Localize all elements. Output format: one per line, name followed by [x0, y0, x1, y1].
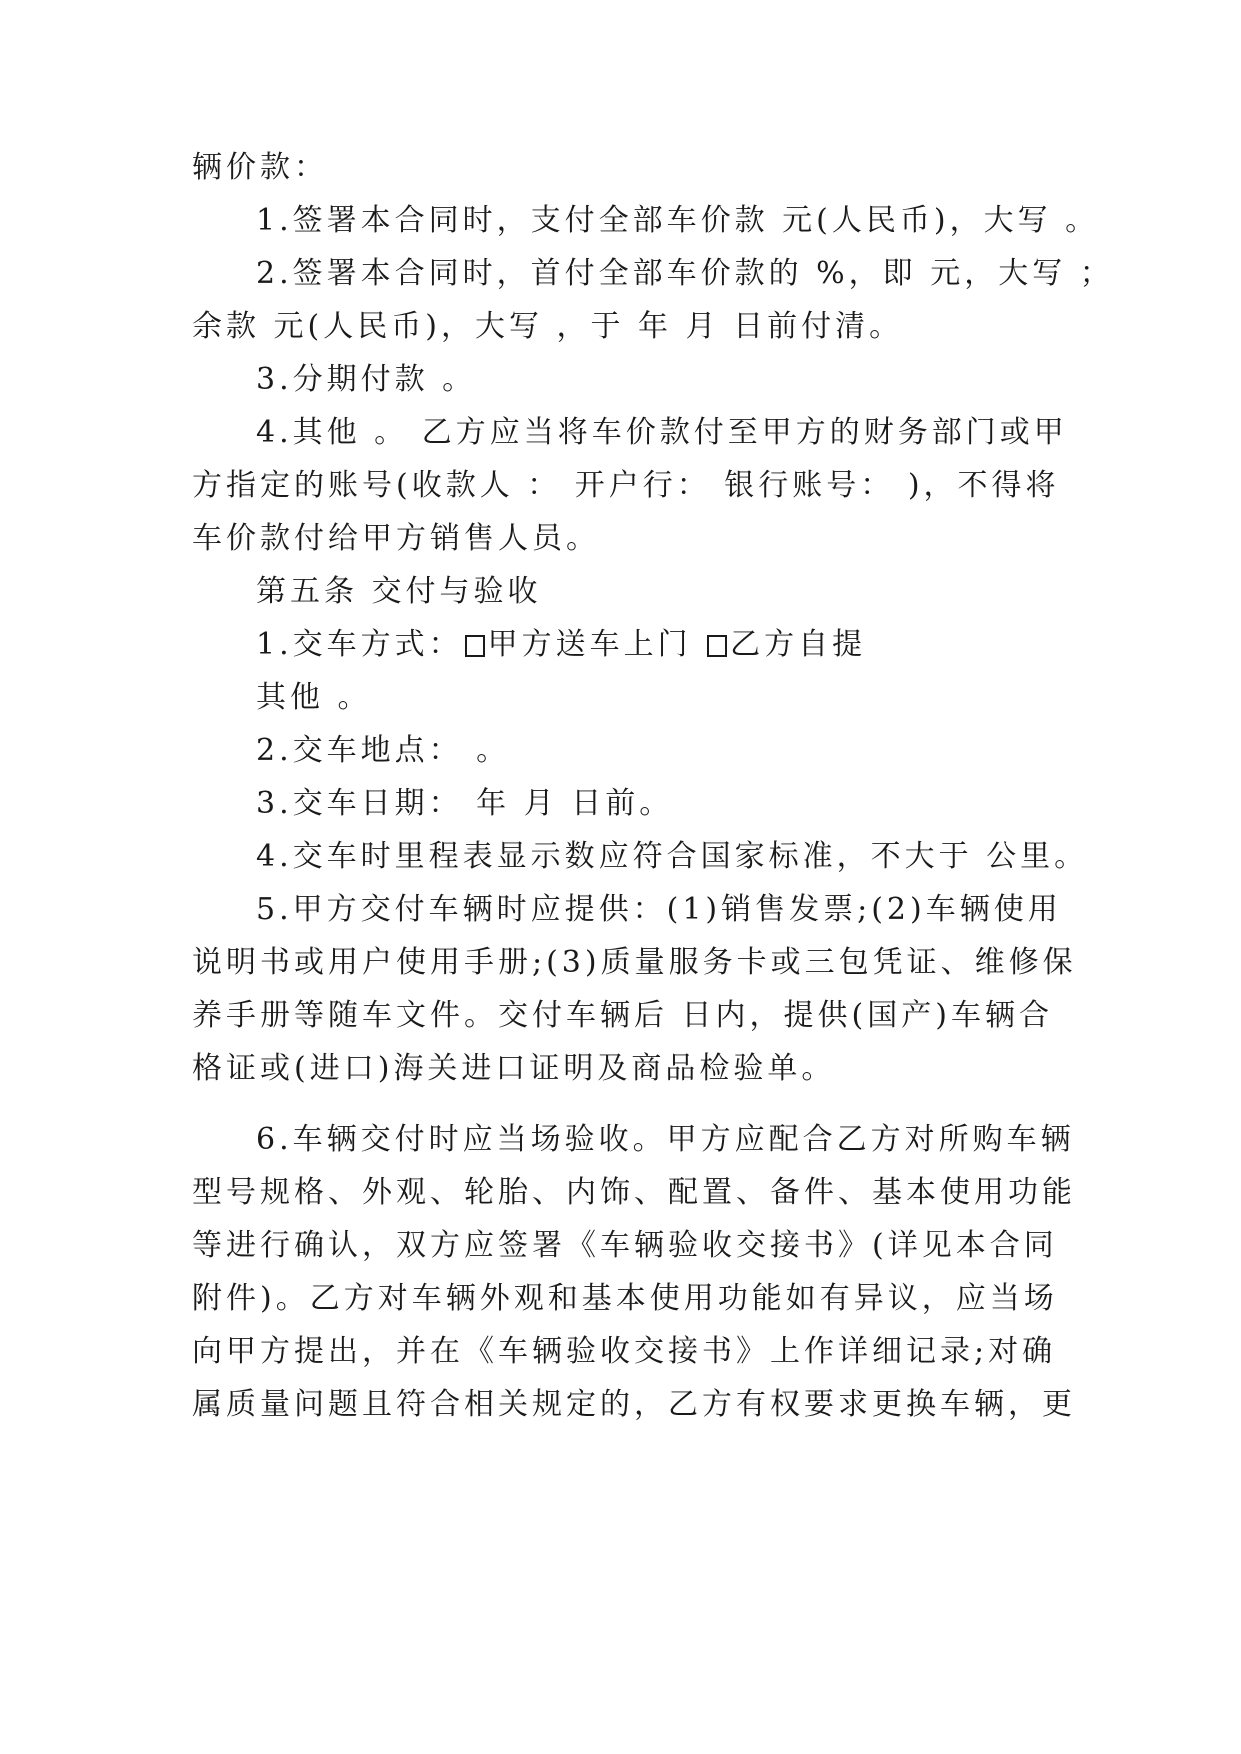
checkbox-label: 甲方送车上门: [487, 627, 692, 662]
text-line: 格证或(进口)海关进口证明及商品检验单。: [192, 1051, 836, 1086]
text-line: 3.交车日期： 年 月 日前。: [256, 786, 674, 821]
text-line: 养手册等随车文件。交付车辆后 日内，提供(国产)车辆合: [192, 998, 1053, 1033]
text-line: 1.签署本合同时，支付全部车价款 元(人民币)，大写 。: [256, 203, 1100, 238]
checkbox-seller-delivery[interactable]: [465, 635, 485, 657]
text-line: 4.交车时里程表显示数应符合国家标准，不大于 公里。: [256, 839, 1089, 874]
text-line: 方指定的账号(收款人 ： 开户行： 银行账号： )，不得将: [192, 468, 1060, 503]
text-line: 型号规格、外观、轮胎、内饰、配置、备件、基本使用功能: [192, 1175, 1076, 1210]
text-line: 等进行确认，双方应签署《车辆验收交接书》(详见本合同: [192, 1228, 1058, 1263]
delivery-method-label: 1.交车方式：: [256, 627, 463, 662]
delivery-method-line: [256, 625, 1136, 665]
text-line: 车价款付给甲方销售人员。: [192, 521, 600, 556]
checkbox-label: 乙方自提: [730, 627, 867, 662]
text-line: 5.甲方交付车辆时应提供：(1)销售发票;(2)车辆使用: [256, 892, 1062, 927]
text-line: 辆价款：: [192, 150, 328, 185]
text-line: 2.签署本合同时，首付全部车价款的 %，即 元，大写 ；: [256, 256, 1114, 291]
section-heading: 第五条 交付与验收: [256, 574, 542, 609]
text-line: 其他 。: [256, 680, 372, 715]
text-line: 向甲方提出，并在《车辆验收交接书》上作详细记录;对确: [192, 1334, 1057, 1369]
checkbox-buyer-pickup[interactable]: [707, 635, 727, 657]
text-line: 附件)。乙方对车辆外观和基本使用功能如有异议，应当场: [192, 1281, 1058, 1316]
text-line: 说明书或用户使用手册;(3)质量服务卡或三包凭证、维修保: [192, 945, 1077, 980]
text-line: 4.其他 。 乙方应当将车价款付至甲方的财务部门或甲: [256, 415, 1068, 450]
text-line: 2.交车地点： 。: [256, 733, 511, 768]
text-line: 3.分期付款 。: [256, 362, 477, 397]
text-line: 6.车辆交付时应当场验收。甲方应配合乙方对所购车辆: [256, 1122, 1075, 1157]
text-line: 属质量问题且符合相关规定的，乙方有权要求更换车辆，更: [192, 1387, 1076, 1422]
text-line: 余款 元(人民币)，大写 ，于 年 月 日前付清。: [192, 309, 904, 344]
